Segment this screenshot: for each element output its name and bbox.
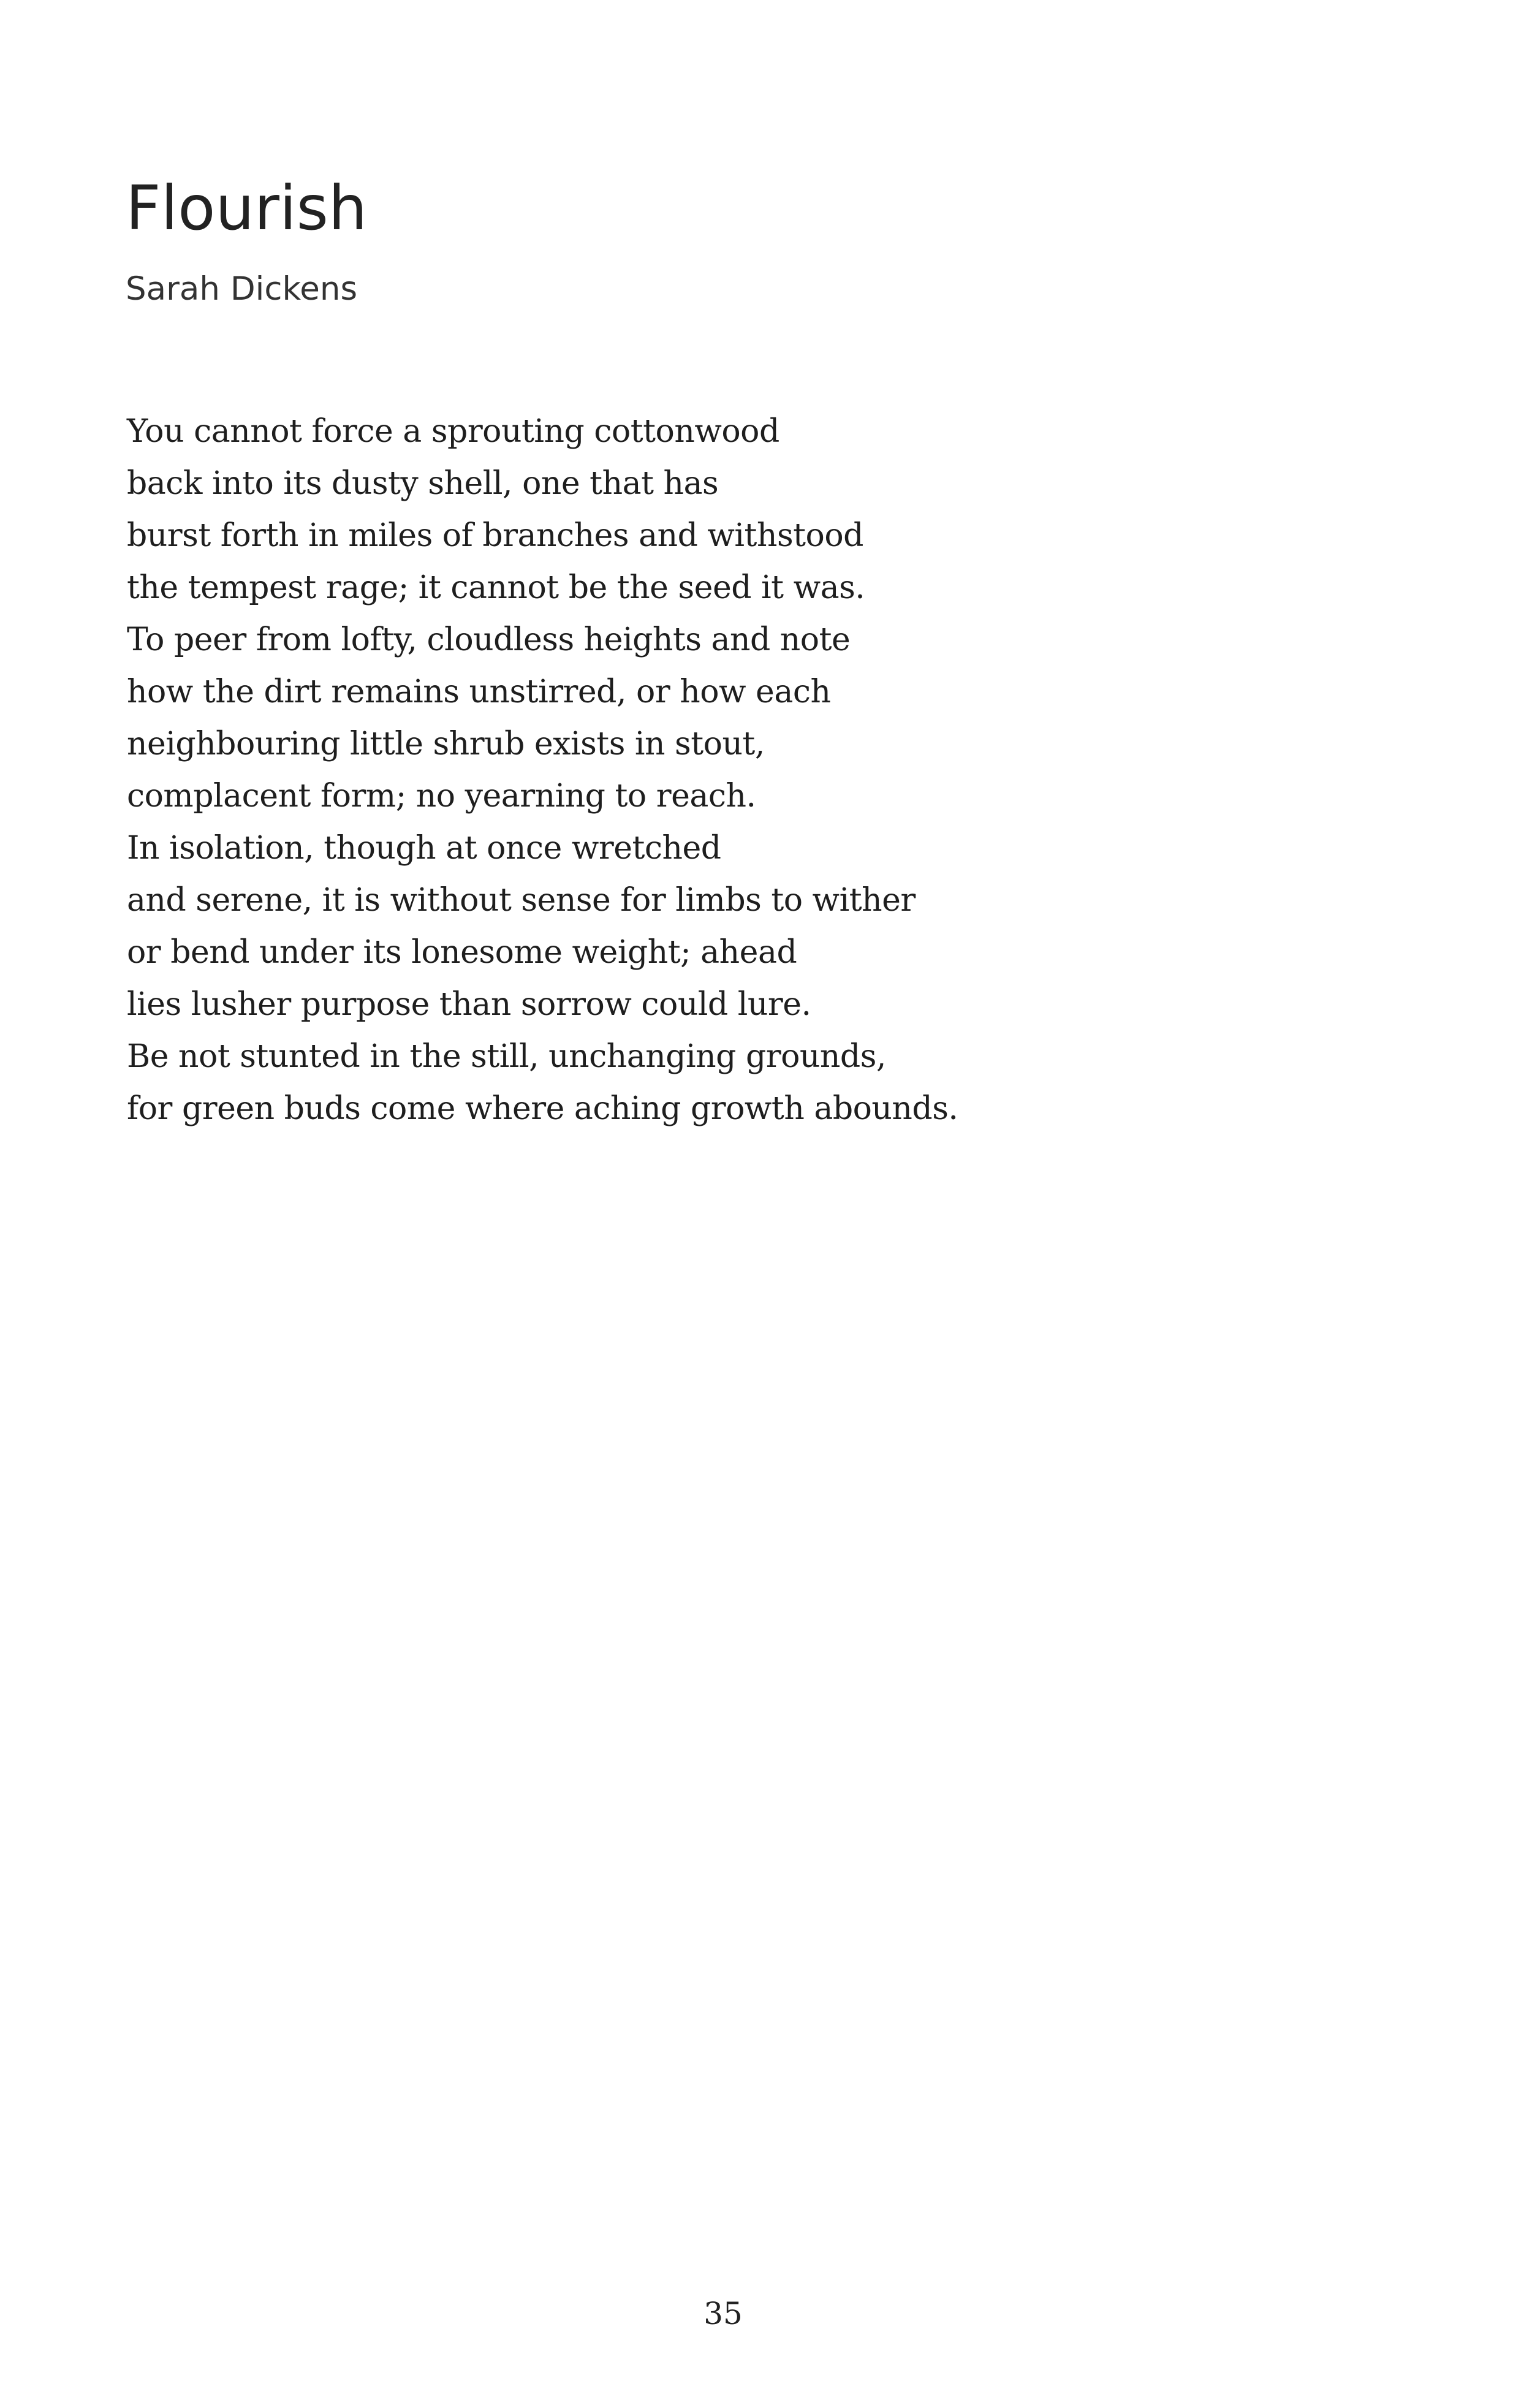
poem-line: for green buds come where aching growth abounds. xyxy=(127,1090,958,1127)
poem-line: back into its dusty shell, one that has xyxy=(127,465,719,502)
page-number: 35 xyxy=(703,2296,743,2331)
poem-line: and serene, it is without sense for limbs to wither xyxy=(127,882,916,919)
poem-body xyxy=(127,406,958,1135)
poem-line: Be not stunted in the still, unchanging grounds, xyxy=(127,1038,886,1075)
poem-line: lies lusher purpose than sorrow could lure. xyxy=(127,986,811,1023)
poem-title: Flourish xyxy=(126,172,368,244)
poem-line: complacent form; no yearning to reach. xyxy=(127,778,756,815)
poem-line: You cannot force a sprouting cottonwood xyxy=(127,413,779,450)
poem-line: the tempest rage; it cannot be the seed it was. xyxy=(127,569,865,606)
poem-line: how the dirt remains unstirred, or how each xyxy=(127,674,831,710)
poem-author: Sarah Dickens xyxy=(126,270,358,308)
poem-line: burst forth in miles of branches and withstood xyxy=(127,517,863,554)
poem-line: To peer from lofty, cloudless heights and note xyxy=(127,621,851,658)
poem-line: In isolation, though at once wretched xyxy=(127,830,721,867)
poem-line: neighbouring little shrub exists in stout, xyxy=(127,726,765,762)
poem-line: or bend under its lonesome weight; ahead xyxy=(127,934,797,971)
